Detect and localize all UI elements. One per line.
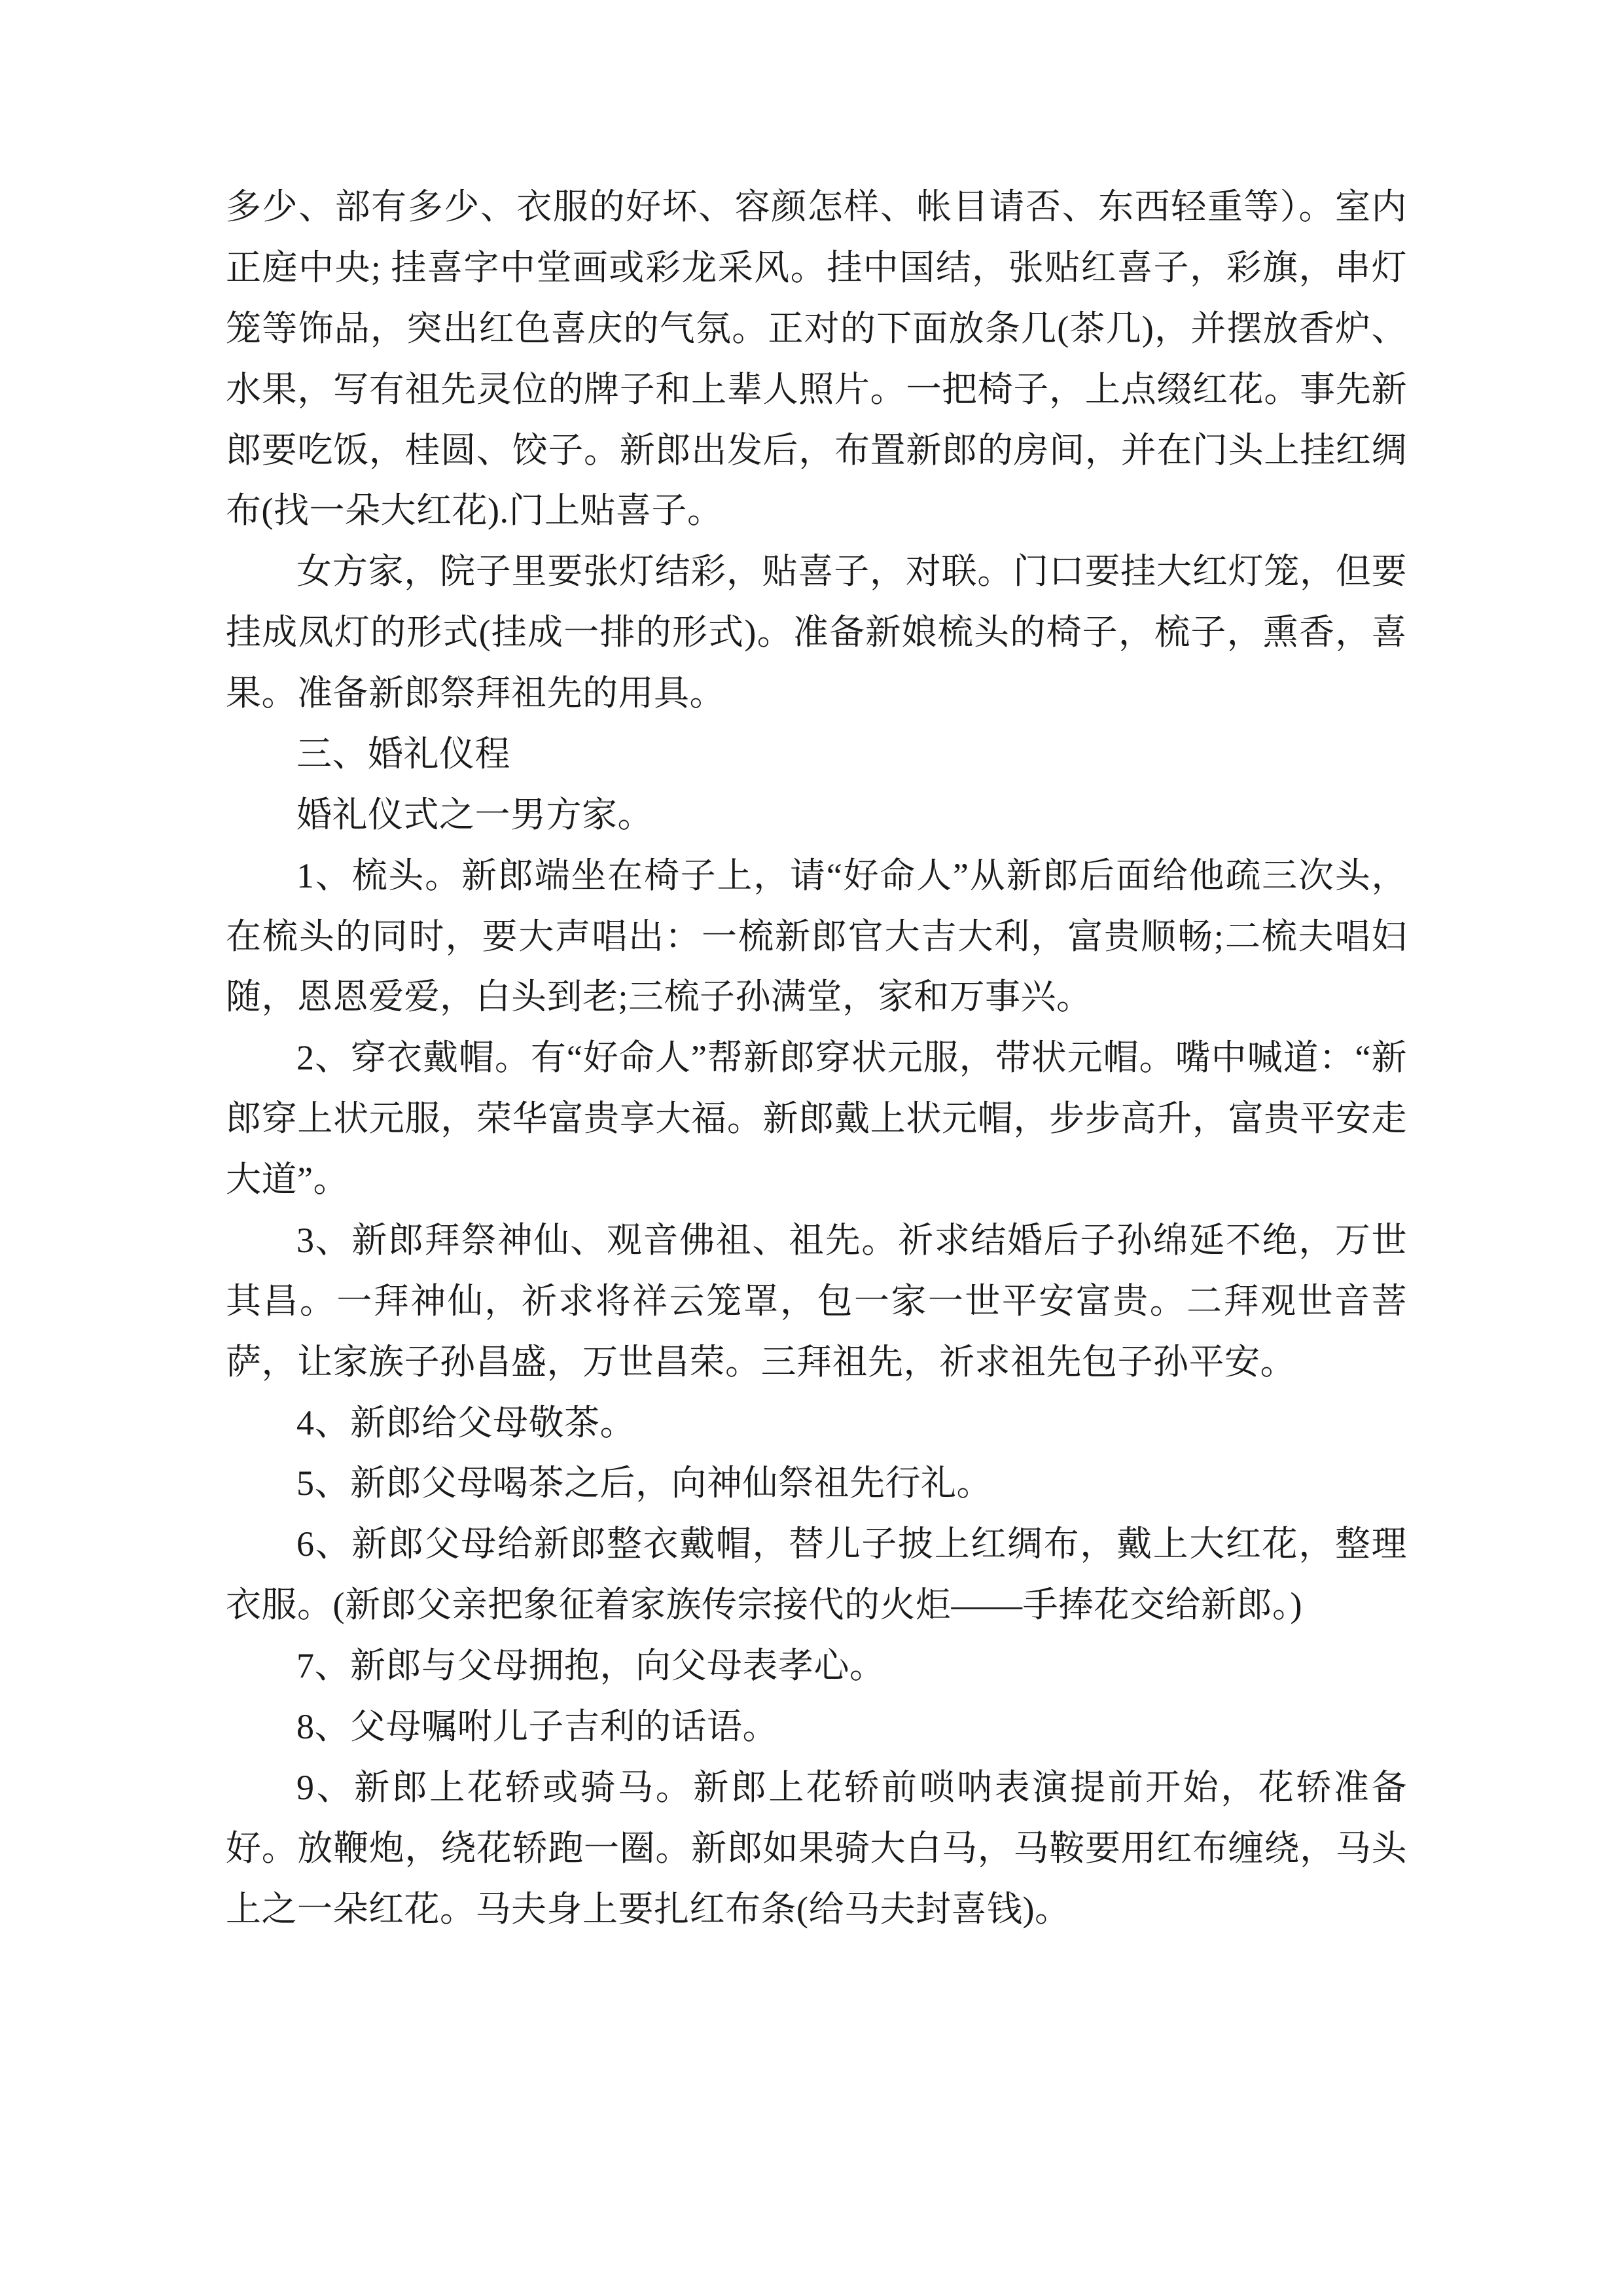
list-item: 5、新郎父母喝茶之后，向神仙祭祖先行礼。 — [296, 1463, 992, 1503]
list-item: 4、新郎给父母敬茶。 — [296, 1403, 635, 1443]
document-body — [226, 177, 1407, 1939]
list-item: 2、穿衣戴帽。有“好命人”帮新郎穿状元服，带状元帽。嘴中喊道：“新郎穿上状元服，荣华富贵享大福。新郎戴上状元帽，步步高升，富贵平安走大道”。 — [226, 1038, 1407, 1199]
list-item: 3、新郎拜祭神仙、观音佛祖、祖先。祈求结婚后子孙绵延不绝，万世其昌。一拜神仙，祈求将祥云笼罩，包一家一世平安富贵。二拜观世音菩萨，让家族子孙昌盛，万世昌荣。三拜祖先，祈求祖先包子孙平安。 — [226, 1220, 1407, 1382]
section-heading: 三、婚礼仪程 — [296, 734, 510, 774]
list-item: 8、父母嘱咐儿子吉利的话语。 — [296, 1706, 778, 1746]
paragraph: 女方家，院子里要张灯结彩，贴喜子，对联。门口要挂大红灯笼，但要挂成凤灯的形式(挂成一排的形式)。准备新娘梳头的椅子，梳子，熏香，喜果。准备新郎祭拜祖先的用具。 — [226, 552, 1407, 713]
paragraph: 婚礼仪式之一男方家。 — [296, 795, 653, 834]
list-item: 7、新郎与父母拥抱，向父母表孝心。 — [296, 1646, 885, 1685]
list-item: 6、新郎父母给新郎整衣戴帽，替儿子披上红绸布，戴上大红花，整理衣服。(新郎父亲把象征着家族传宗接代的火炬——手捧花交给新郎。) — [226, 1524, 1407, 1625]
list-item: 1、梳头。新郎端坐在椅子上，请“好命人”从新郎后面给他疏三次头，在梳头的同时，要大声唱出：一梳新郎官大吉大利，富贵顺畅;二梳夫唱妇随，恩恩爱爱，白头到老;三梳子孙满堂，家和万事兴。 — [226, 855, 1407, 1017]
paragraph: 多少、部有多少、衣服的好坏、容颜怎样、帐目请否、东西轻重等）。室内正庭中央; 挂喜字中堂画或彩龙采风。挂中国结，张贴红喜子，彩旗，串灯笼等饰品，突出红色喜庆的气氛。正对的下面放条几(茶几)，并摆放香炉、水果，写有祖先灵位的牌子和上辈人照片。一把椅子，上点缀红花。事先新郎要吃饭，桂圆、饺子。新郎出发后，布置新郎的房间，并在门头上挂红绸布(找一朵大红花).门上贴喜子。 — [226, 187, 1407, 531]
list-item: 9、新郎上花轿或骑马。新郎上花轿前唢呐表演提前开始，花轿准备好。放鞭炮，绕花轿跑一圈。新郎如果骑大白马，马鞍要用红布缠绕，马头上之一朵红花。马夫身上要扎红布条(给马夫封喜钱)。 — [226, 1767, 1407, 1929]
